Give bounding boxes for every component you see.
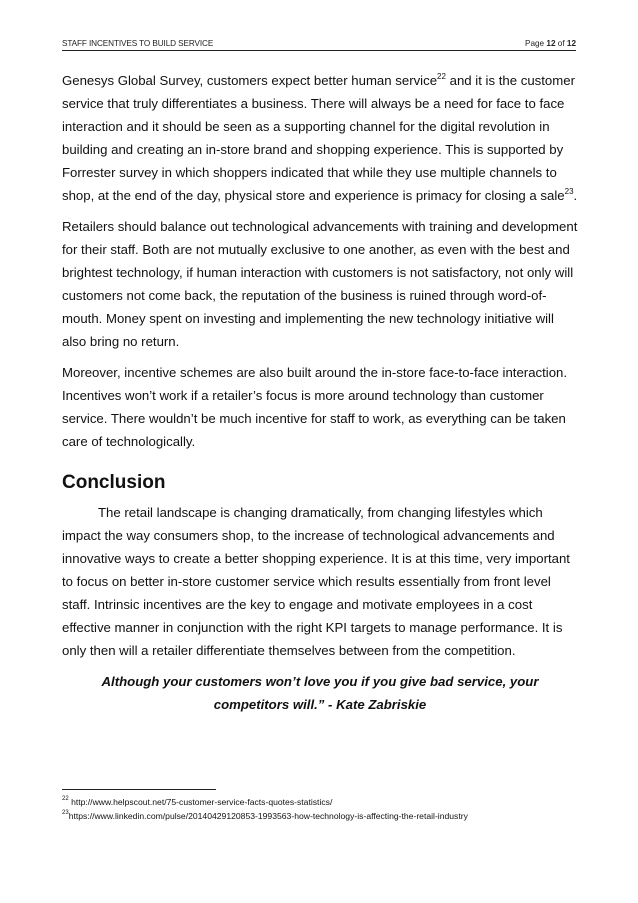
current-page: 12	[546, 39, 556, 48]
conclusion-paragraph: The retail landscape is changing dramatically, from changing lifestyles which impact the way consumers shop, to the increase of technological advancements and innovative ways to create a better shopping experience. It is at this time, very important to focus on better in-store customer service which results essentially from front level staff. Intrinsic incentives are the key to engage and motivate employees in a cost effective manner in conjunction with the right KPI targets to manage performance. It is only then will a retailer differentiate themselves between from the competition.	[62, 505, 570, 658]
section-heading-conclusion: Conclusion	[62, 472, 166, 493]
page-of-label: of	[555, 39, 567, 48]
footnote-ref-22[interactable]: 22	[437, 71, 446, 81]
footnote-link[interactable]: https://www.linkedin.com/pulse/20140429120853-1993563-how-technology-is-affecting-the-retail-industry	[68, 811, 468, 821]
footnote-23	[62, 809, 582, 823]
page-body	[62, 69, 578, 729]
footnotes	[62, 795, 582, 823]
page-label: Page	[524, 39, 547, 48]
paragraph: Moreover, incentive schemes are also built around the in-store face-to-face interaction. Incentives won’t work if a retailer’s focus is more around technology than customer service. There wouldn’t be much incentive for staff to work, as everything can be taken care of technologically.	[62, 365, 568, 449]
paragraph-text: .	[573, 188, 578, 203]
document-title: STAFF INCENTIVES TO BUILD SERVICE	[62, 39, 214, 48]
footnote-number: 22	[62, 796, 69, 803]
total-pages: 12	[566, 39, 576, 48]
footnote-22	[62, 795, 582, 809]
page-number	[525, 39, 576, 48]
paragraph-text: Genesys Global Survey, customers expect better human service	[62, 73, 438, 88]
footnote-ref-23[interactable]: 23	[564, 186, 574, 196]
footnote-number: 23	[62, 810, 69, 817]
footnote-divider	[62, 789, 216, 790]
page-header	[62, 36, 576, 51]
paragraph: Retailers should balance out technological advancements with training and development for their staff. Both are not mutually exclusive to one another, as even with the best and brightest technology, if human interaction with customers is not satisfactory, not only will customers not come back, the reputation of the business is ruined through word-of-mouth. Money spent on investing and implementing the new technology initiative will also bring no return.	[62, 219, 578, 349]
closing-quote: Although your customers won’t love you if you give bad service, your competitors will.” - Kate Zabriskie	[101, 674, 539, 712]
paragraph	[62, 69, 578, 207]
footnote-link[interactable]: http://www.helpscout.net/75-customer-service-facts-quotes-statistics/	[68, 797, 333, 807]
paragraph-text: and it is the customer service that truly differentiates a business. There will always be a need for face to face interaction and it should be seen as a supporting channel for the digital revolution in building and creating an in-store brand and shopping experience. This is supported by Forrester survey in which shoppers indicated that while they use multiple channels to shop, at the end of the day, physical store and experience is primacy for closing a sale	[62, 73, 575, 203]
